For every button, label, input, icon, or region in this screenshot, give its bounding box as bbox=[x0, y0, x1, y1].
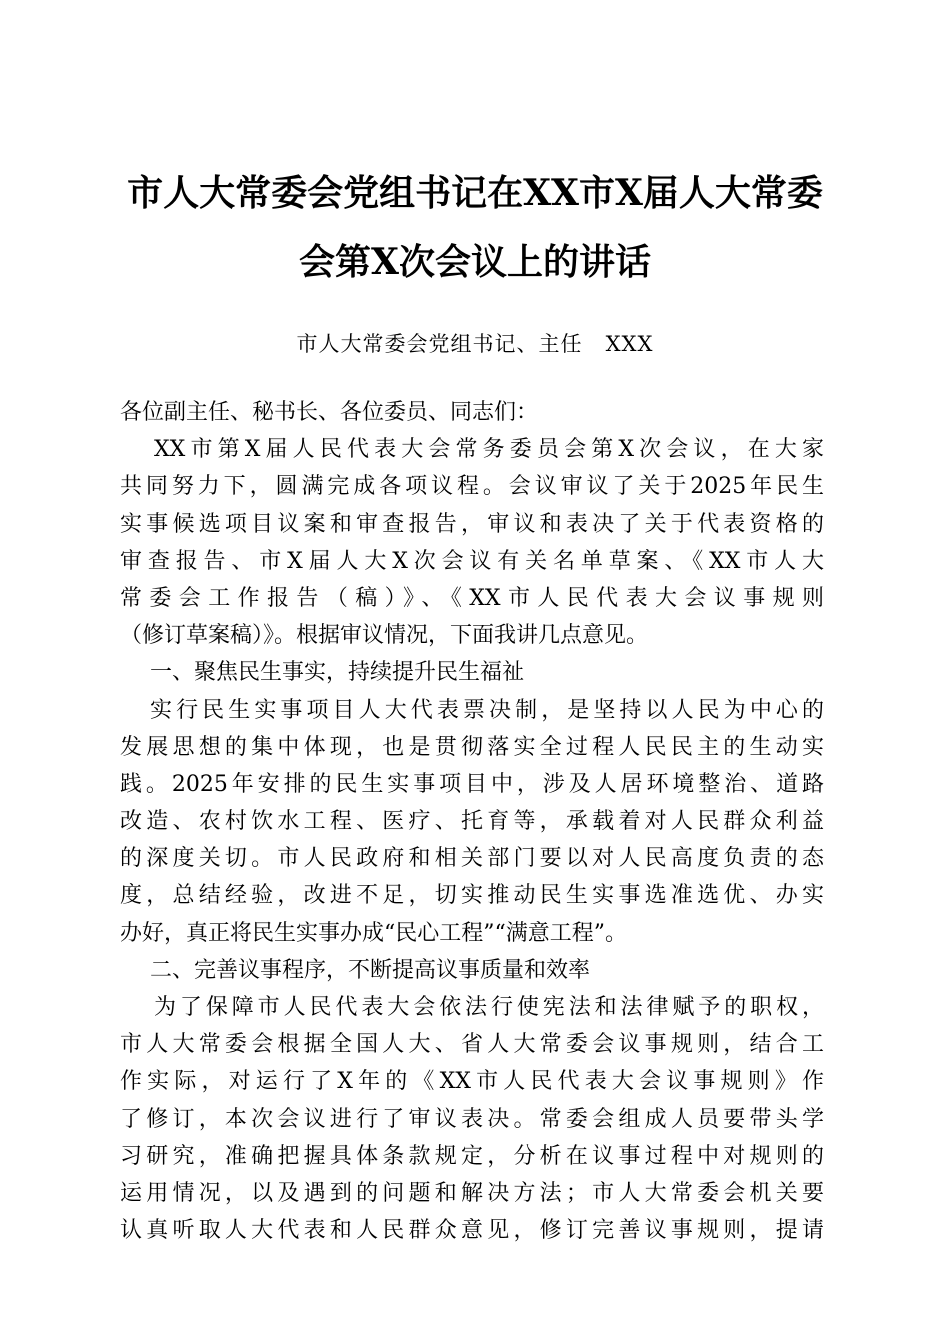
paragraph-line: 改造、农村饮水工程、医疗、托育等，承载着对人民群众利益 bbox=[120, 809, 824, 835]
document-title-line-2: 会第X次会议上的讲话 bbox=[299, 241, 651, 283]
paragraph-line: 为了保障市人民代表大会依法行使宪法和法律赋予的职权， bbox=[154, 995, 824, 1020]
paragraph-line: 发展思想的集中体现，也是贯彻落实全过程人民民主的生动实 bbox=[120, 734, 824, 760]
paragraph-line: （修订草案稿）》。根据审议情况，下面我讲几点意见。 bbox=[120, 623, 649, 649]
paragraph-line: 实事候选项目议案和审查报告，审议和表决了关于代表资格的 bbox=[120, 511, 824, 537]
paragraph-line: 共同努力下，圆满完成各项议程。会议审议了关于2025年民生 bbox=[120, 474, 824, 500]
paragraph-line: 市人大常委会根据全国人大、省人大常委会议事规则，结合工 bbox=[120, 1032, 824, 1058]
paragraph-line: 度，总结经验，改进不足，切实推动民生实事选准选优、办实 bbox=[120, 883, 824, 909]
paragraph-line: XX市第X届人民代表大会常务委员会第X次会议，在大家 bbox=[154, 437, 824, 463]
paragraph-line: 认真听取人大代表和人民群众意见，修订完善议事规则，提请 bbox=[120, 1218, 824, 1244]
paragraph-line: 作实际，对运行了X年的《XX市人民代表大会议事规则》作 bbox=[120, 1069, 824, 1095]
paragraph-line: 常委会工作报告（稿）》、《XX市人民代表大会议事规则 bbox=[120, 585, 824, 611]
section-heading-2: 二、完善议事程序，不断提高议事质量和效率 bbox=[150, 957, 591, 983]
document-byline: 市人大常委会党组书记、主任 XXX bbox=[296, 332, 654, 356]
paragraph-line: 运用情况，以及遇到的问题和解决方法；市人大常委会机关要 bbox=[120, 1180, 824, 1206]
paragraph-line: 了修订，本次会议进行了审议表决。常委会组成人员要带头学 bbox=[120, 1106, 824, 1132]
paragraph-line: 实行民生实事项目人大代表票决制，是坚持以人民为中心的 bbox=[150, 697, 824, 723]
paragraph-line: 践。2025年安排的民生实事项目中，涉及人居环境整治、道路 bbox=[120, 771, 824, 797]
salutation: 各位副主任、秘书长、各位委员、同志们： bbox=[120, 400, 539, 425]
paragraph-line: 办好，真正将民生实事办成“民心工程”“满意工程”。 bbox=[120, 920, 627, 946]
paragraph-line: 的深度关切。市人民政府和相关部门要以对人民高度负责的态 bbox=[120, 846, 824, 872]
section-heading-1: 一、聚焦民生事实，持续提升民生福祉 bbox=[150, 660, 525, 686]
document-body bbox=[120, 394, 824, 1249]
paragraph-line: 审查报告、市X届人大X次会议有关名单草案、《XX市人大 bbox=[120, 548, 824, 574]
paragraph-line: 习研究，准确把握具体条款规定，分析在议事过程中对规则的 bbox=[120, 1143, 824, 1169]
document-title-line-1: 市人大常委会党组书记在XX市X届人大常委 bbox=[127, 172, 823, 214]
